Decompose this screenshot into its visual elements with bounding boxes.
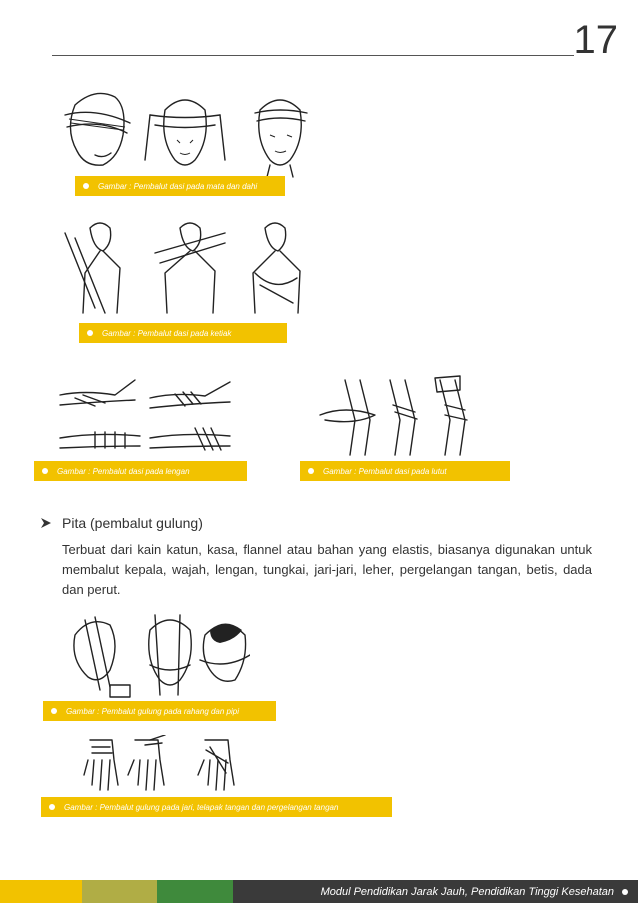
- footer-text: Modul Pendidikan Jarak Jauh, Pendidikan Tinggi Kesehatan: [320, 885, 614, 898]
- bullet-heading: [40, 515, 203, 531]
- bullet-dot-icon: [42, 468, 48, 474]
- bullet-dot-icon: [51, 708, 57, 714]
- bullet-dot-icon: [308, 468, 314, 474]
- caption-jari-tangan: [41, 797, 392, 817]
- illustration-jaw-bandage: [60, 605, 250, 705]
- footer-segment-yellow: [0, 880, 82, 903]
- body-paragraph: Terbuat dari kain katun, kasa, flannel atau bahan yang elastis, biasanya digunakan untuk membalut kepala, wajah, lengan, tungkai, jari-jari, leher, pergelangan tangan, betis, dada dan perut.: [62, 542, 592, 597]
- caption-text: Gambar : Pembalut dasi pada ketiak: [102, 328, 232, 338]
- bullet-text: Pita (pembalut gulung): [62, 515, 203, 531]
- caption-lutut: [300, 461, 510, 481]
- footer-segment-olive: [82, 880, 157, 903]
- footer-segment-dark: [233, 880, 638, 903]
- bullet-dot-icon: [49, 804, 55, 810]
- illustration-armpit-bandage: [55, 213, 305, 323]
- bullet-dot-icon: [83, 183, 89, 189]
- caption-text: Gambar : Pembalut dasi pada lengan: [57, 466, 190, 476]
- illustration-head-bandage: [55, 85, 315, 180]
- footer-segment-green: [157, 880, 233, 903]
- caption-rahang-pipi: [43, 701, 276, 721]
- bullet-dot-icon: [87, 330, 93, 336]
- caption-text: Gambar : Pembalut gulung pada rahang dan pipi: [66, 706, 240, 716]
- header-rule: [52, 55, 574, 56]
- caption-text: Gambar : Pembalut dasi pada mata dan dahi: [98, 181, 258, 191]
- caption-lengan: [34, 461, 247, 481]
- illustration-knee-bandage: [315, 370, 485, 460]
- page-number: 17: [573, 18, 618, 62]
- illustration-arm-bandage: [55, 370, 245, 460]
- arrowhead-bullet-icon: [40, 517, 52, 529]
- illustration-hand-bandage: [80, 735, 240, 797]
- caption-text: Gambar : Pembalut dasi pada lutut: [323, 466, 447, 476]
- caption-ketiak: [79, 323, 287, 343]
- footer-dot-icon: [622, 889, 628, 895]
- caption-text: Gambar : Pembalut gulung pada jari, telapak tangan dan pergelangan tangan: [64, 802, 339, 812]
- caption-mata-dahi: [75, 176, 285, 196]
- footer-bar: [0, 880, 638, 903]
